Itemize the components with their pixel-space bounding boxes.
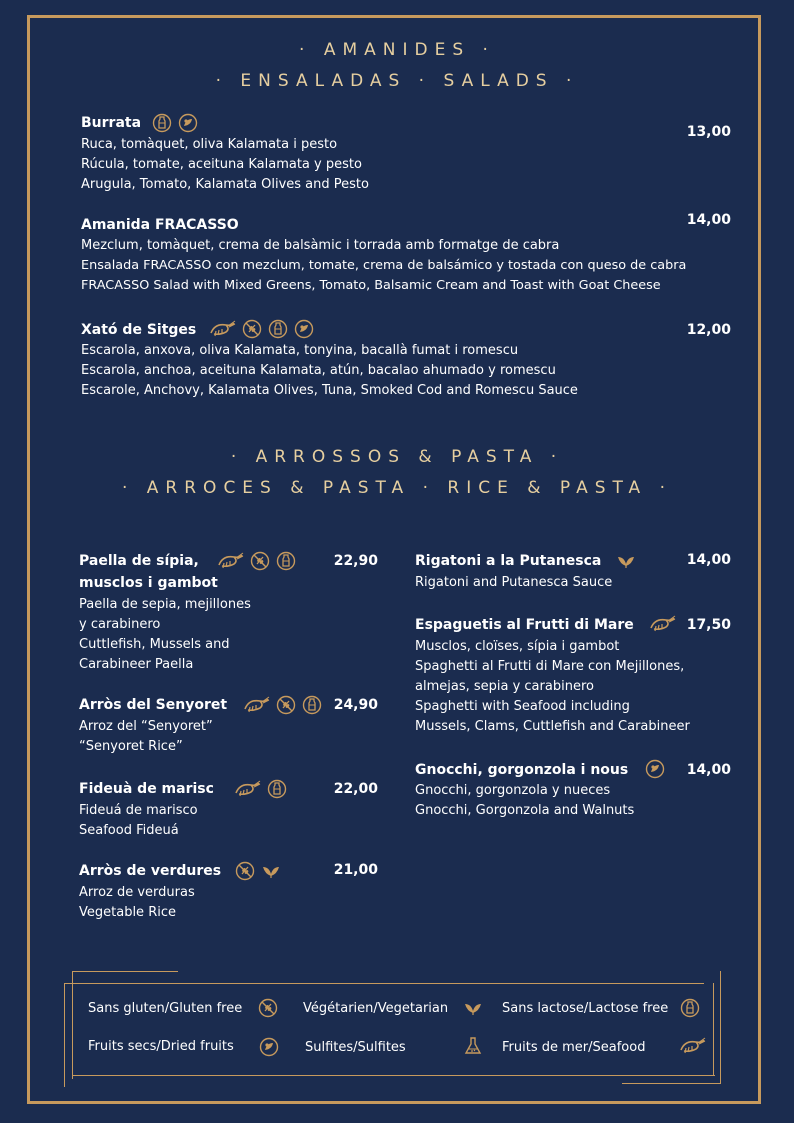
dish-desc: Fideuá de marisco	[79, 803, 198, 818]
dish-name: Espaguetis al Frutti di Mare	[415, 617, 634, 633]
gluten-free-icon	[258, 998, 278, 1018]
legend-icon	[258, 998, 278, 1018]
dish-name: Fideuà de marisc	[79, 781, 214, 797]
allergen-icons	[152, 113, 198, 133]
dish-price: 14,00	[686, 552, 731, 568]
vegetarian-icon	[616, 551, 636, 571]
dish-desc: Carabineer Paella	[79, 657, 194, 672]
legend-corner-line	[72, 971, 73, 1079]
gluten-free-icon	[235, 861, 255, 881]
allergen-icons	[645, 759, 665, 779]
dish-desc-ca: Ruca, tomàquet, oliva Kalamata i pesto	[81, 137, 338, 152]
seafood-icon	[233, 779, 261, 799]
dish-price: 12,00	[686, 322, 731, 338]
legend-corner-line	[72, 971, 178, 972]
dish-desc-es: Rúcula, tomate, aceituna Kalamata y pesto	[81, 157, 362, 172]
allergen-icons	[235, 861, 281, 881]
lactose-icon	[302, 695, 322, 715]
dish-desc: Spaghetti with Seafood including	[415, 699, 630, 714]
lactose-icon	[267, 779, 287, 799]
section-title-rice-pasta: · ARROCES & PASTA · RICE & PASTA ·	[122, 478, 672, 498]
legend-icon	[463, 998, 483, 1018]
dish-name: Arròs del Senyoret	[79, 697, 228, 713]
dish-desc-es: Escarola, anchoa, aceituna Kalamata, atún, bacalao ahumado y romescu	[81, 363, 556, 378]
dish-name: Xató de Sitges	[81, 322, 197, 338]
seafood-icon	[208, 319, 236, 339]
dish-desc: “Senyoret Rice”	[79, 739, 183, 754]
lactose-icon	[268, 319, 288, 339]
dish-name: Paella de sípia,	[79, 553, 199, 569]
dish-desc: y carabinero	[79, 617, 161, 632]
dish-name: Rigatoni a la Putanesca	[415, 553, 602, 569]
allergen-icons	[616, 551, 636, 571]
dish-desc: Arroz del “Senyoret”	[79, 719, 213, 734]
legend-corner-line	[64, 983, 65, 1087]
dish-name: Gnocchi, gorgonzola i nous	[415, 762, 629, 778]
dish-price: 14,00	[686, 762, 731, 778]
legend-label: Sans lactose/Lactose free	[502, 1001, 669, 1016]
dish-desc-en: Escarole, Anchovy, Kalamata Olives, Tuna, Smoked Cod and Romescu Sauce	[81, 383, 578, 398]
nuts-icon	[259, 1037, 279, 1057]
section-title-arrossos: · ARROSSOS & PASTA ·	[230, 447, 564, 467]
nuts-icon	[178, 113, 198, 133]
dish-desc: Musclos, cloïses, sípia i gambot	[415, 639, 620, 654]
legend-icon	[678, 1036, 706, 1056]
sulfites-icon	[463, 1036, 483, 1056]
legend-icon	[259, 1037, 279, 1057]
section-title-amanides: · AMANIDES ·	[299, 40, 495, 60]
dish-desc: Spaghetti al Frutti di Mare con Mejillones,	[415, 659, 685, 674]
legend-corner-line	[713, 983, 714, 1075]
dish-price: 17,50	[686, 617, 731, 633]
dish-price: 24,90	[333, 697, 378, 713]
dish-desc: Cuttlefish, Mussels and	[79, 637, 230, 652]
legend-label: Fruits de mer/Seafood	[502, 1040, 646, 1055]
dish-desc: Gnocchi, Gorgonzola and Walnuts	[415, 803, 635, 818]
dish-desc: Paella de sepia, mejillones	[79, 597, 251, 612]
dish-desc: Mussels, Clams, Cuttlefish and Carabineer	[415, 719, 690, 734]
nuts-icon	[294, 319, 314, 339]
legend-label: Sans gluten/Gluten free	[88, 1001, 243, 1016]
seafood-icon	[242, 695, 270, 715]
dish-name: Arròs de verdures	[79, 863, 222, 879]
legend-label: Sulfites/Sulfites	[305, 1040, 406, 1055]
dish-price: 21,00	[333, 862, 378, 878]
dish-desc: Seafood Fideuá	[79, 823, 179, 838]
gluten-free-icon	[250, 551, 270, 571]
dish-price: 14,00	[686, 212, 731, 228]
dish-desc: Vegetable Rice	[79, 905, 176, 920]
nuts-icon	[645, 759, 665, 779]
allergen-icons	[216, 551, 296, 571]
dish-price: 22,90	[333, 553, 378, 569]
seafood-icon	[216, 551, 244, 571]
legend-border-top	[64, 983, 704, 984]
vegetarian-icon	[261, 861, 281, 881]
gluten-free-icon	[276, 695, 296, 715]
legend-corner-line	[622, 1083, 721, 1084]
dish-desc: Gnocchi, gorgonzola y nueces	[415, 783, 611, 798]
legend-icon	[463, 1036, 483, 1056]
allergen-icons	[208, 319, 314, 339]
dish-desc-ca: Escarola, anxova, oliva Kalamata, tonyina, bacallà fumat i romescu	[81, 343, 519, 358]
legend-border-bottom	[72, 1075, 712, 1076]
allergen-icons	[242, 695, 322, 715]
dish-price: 22,00	[333, 781, 378, 797]
dish-price: 13,00	[686, 124, 731, 140]
dish-desc-ca: Mezclum, tomàquet, crema de balsàmic i torrada amb formatge de cabra	[81, 238, 560, 253]
lactose-icon	[152, 113, 172, 133]
legend-icon	[680, 998, 700, 1018]
dish-name: Burrata	[81, 115, 142, 131]
dish-desc: almejas, sepia y carabinero	[415, 679, 594, 694]
seafood-icon	[678, 1036, 706, 1056]
legend-label: Fruits secs/Dried fruits	[88, 1039, 234, 1054]
dish-name-line2: musclos i gambot	[79, 575, 218, 591]
dish-desc: Rigatoni and Putanesca Sauce	[415, 575, 613, 590]
legend-corner-line	[720, 971, 721, 1083]
section-title-salads: · ENSALADAS · SALADS ·	[215, 71, 579, 91]
allergen-icons	[233, 779, 287, 799]
dish-desc-en: FRACASSO Salad with Mixed Greens, Tomato, Balsamic Cream and Toast with Goat Cheese	[81, 278, 661, 293]
dish-desc-es: Ensalada FRACASSO con mezclum, tomate, crema de balsámico y tostada con queso de cabra	[81, 258, 687, 273]
vegetarian-icon	[463, 998, 483, 1018]
legend-label: Végétarien/Vegetarian	[303, 1001, 449, 1016]
dish-name: Amanida FRACASSO	[81, 217, 239, 233]
dish-desc: Arroz de verduras	[79, 885, 195, 900]
lactose-icon	[680, 998, 700, 1018]
gluten-free-icon	[242, 319, 262, 339]
lactose-icon	[276, 551, 296, 571]
dish-desc-en: Arugula, Tomato, Kalamata Olives and Pesto	[81, 177, 369, 192]
